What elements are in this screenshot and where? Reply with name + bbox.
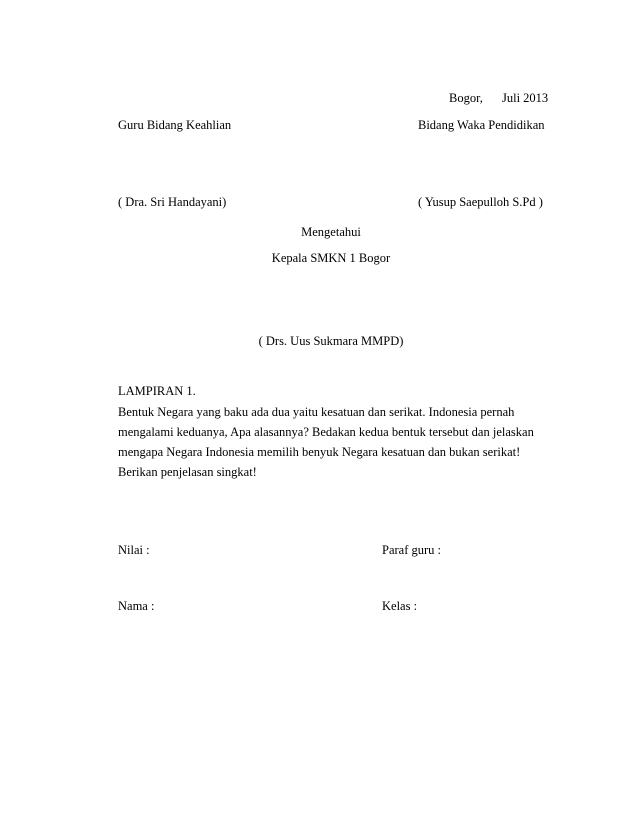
paraf-field-label: Paraf guru :	[382, 543, 442, 557]
paragraph-line: Bentuk Negara yang baku ada dua yaitu kesatuan dan serikat. Indonesia pernah	[118, 405, 515, 419]
right-signatory-name: ( Yusup Saepulloh S.Pd )	[418, 195, 543, 209]
attachment-paragraph	[118, 402, 558, 482]
paragraph-line: mengapa Negara Indonesia memilih benyuk Negara kesatuan dan bukan serikat!	[118, 445, 521, 459]
place-text: Bogor,	[449, 91, 483, 105]
attachment-heading: LAMPIRAN 1.	[118, 384, 196, 398]
approval-label: Mengetahui	[301, 225, 361, 239]
paragraph-line: Berikan penjelasan singkat!	[118, 465, 257, 479]
left-signatory-name: ( Dra. Sri Handayani)	[118, 195, 227, 209]
paragraph-line: mengalami keduanya, Apa alasannya? Bedakan kedua bentuk tersebut dan jelaskan	[118, 425, 534, 439]
left-signatory-title: Guru Bidang Keahlian	[118, 118, 232, 132]
right-signatory-title: Bidang Waka Pendidikan	[418, 118, 545, 132]
nilai-field-label: Nilai :	[118, 543, 150, 557]
kelas-field-label: Kelas :	[382, 599, 418, 613]
approval-title: Kepala SMKN 1 Bogor	[271, 251, 391, 265]
date-text: Juli 2013	[502, 91, 549, 105]
nama-field-label: Nama :	[118, 599, 155, 613]
approval-name: ( Drs. Uus Sukmara MMPD)	[258, 334, 404, 348]
